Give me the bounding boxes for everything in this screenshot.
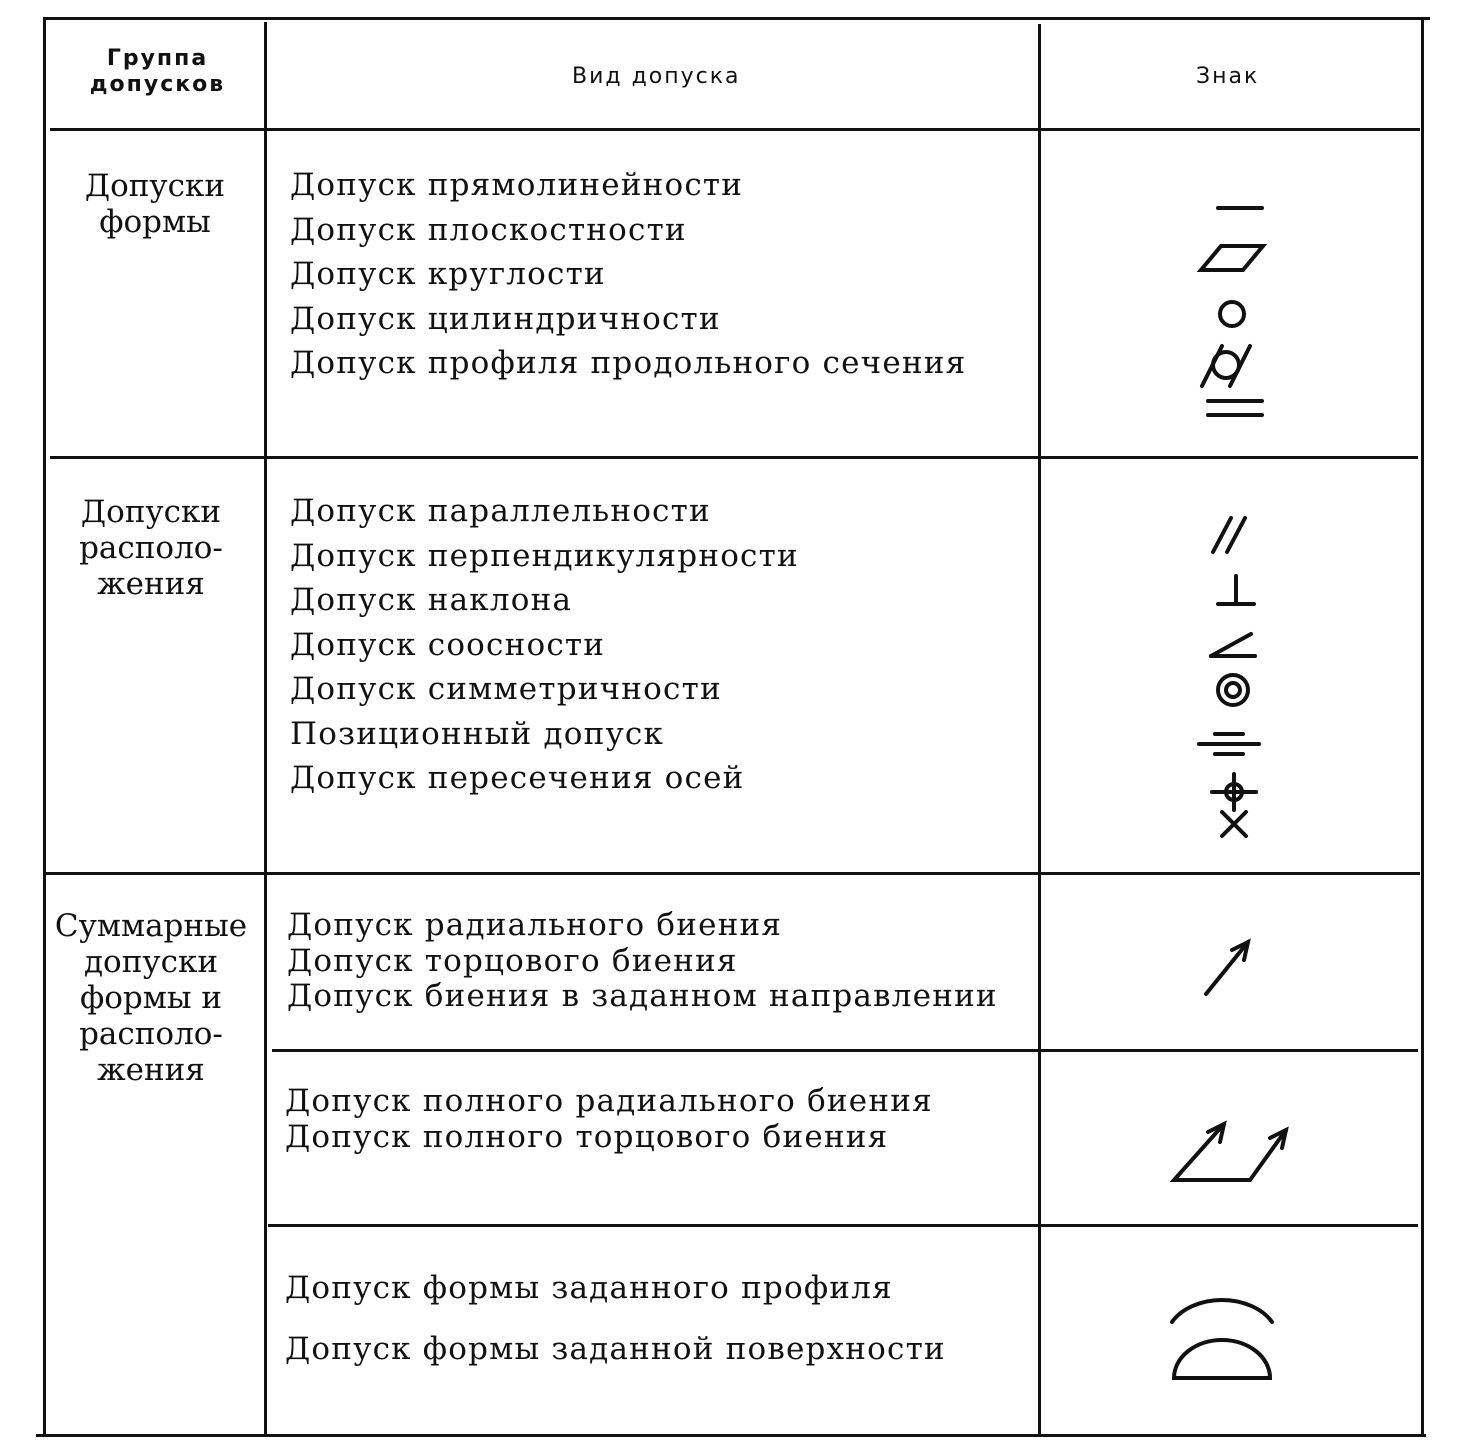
symmetry-icon bbox=[1193, 726, 1265, 762]
header-group-line-2: допусков bbox=[89, 72, 226, 97]
runout-icon bbox=[1196, 934, 1260, 1004]
profile-of-surface-icon bbox=[1160, 1332, 1284, 1386]
list-item: Допуск полного радиального биения bbox=[285, 1083, 933, 1119]
list-item: Допуск полного торцового биения bbox=[285, 1118, 889, 1155]
profile-of-line-icon bbox=[1160, 1276, 1284, 1330]
list-item: Допуск биения в заданном направлении bbox=[287, 978, 998, 1014]
list-item: Допуск прямолинейности bbox=[290, 167, 744, 203]
table-top-border bbox=[44, 17, 1430, 20]
list-item: Допуск цилиндричности bbox=[290, 300, 721, 337]
list-item: Допуск пересечения осей bbox=[290, 760, 745, 796]
parallelism-icon bbox=[1205, 512, 1255, 556]
angularity-icon bbox=[1203, 626, 1263, 662]
subgroup1-bottom-rule bbox=[272, 1049, 1418, 1052]
list-item: Допуск радиального биения bbox=[287, 907, 783, 943]
group-location-items bbox=[290, 489, 799, 801]
column-divider-2 bbox=[1038, 24, 1041, 1434]
list-item: Допуск симметричности bbox=[290, 671, 722, 707]
axis-intersection-icon bbox=[1214, 806, 1254, 842]
group-name-line: Суммарные bbox=[54, 908, 248, 944]
list-item: Допуск соосности bbox=[290, 626, 606, 663]
group-name-line: формы и bbox=[79, 980, 223, 1016]
profile-longitudinal-icon bbox=[1200, 393, 1270, 423]
group-name-line: жения bbox=[97, 1052, 205, 1088]
column-divider-1 bbox=[264, 22, 267, 1434]
subgroup-profile-items bbox=[285, 1258, 946, 1380]
subgroup-runout-items bbox=[287, 908, 998, 1015]
list-item: Допуск плоскостности bbox=[290, 211, 687, 248]
list-item: Допуск формы заданного профиля bbox=[285, 1270, 893, 1306]
perpendicularity-icon bbox=[1212, 570, 1262, 610]
header-sign: Знак bbox=[1196, 64, 1260, 89]
cylindricity-icon bbox=[1192, 340, 1262, 390]
list-item: Позиционный допуск bbox=[290, 715, 665, 752]
list-item: Допуск параллельности bbox=[290, 493, 711, 529]
list-item: Допуск круглости bbox=[290, 256, 606, 292]
group-name-line: жения bbox=[97, 566, 205, 602]
group-summary-name bbox=[46, 908, 256, 1088]
subgroup-total-runout-items bbox=[285, 1084, 933, 1155]
table-left-border bbox=[43, 17, 46, 1437]
group-location-name bbox=[46, 494, 256, 602]
header-group bbox=[60, 46, 255, 98]
subgroup2-bottom-rule bbox=[268, 1224, 1418, 1227]
group-name-line: формы bbox=[99, 204, 211, 240]
list-item: Допуск наклона bbox=[290, 582, 573, 618]
group2-bottom-rule bbox=[44, 872, 1420, 875]
list-item: Допуск профиля продольного сечения bbox=[290, 345, 967, 381]
list-item: Допуск торцового биения bbox=[287, 942, 738, 979]
group-name-line: располо- bbox=[79, 1016, 223, 1052]
group-form-items bbox=[290, 163, 966, 386]
coaxiality-icon bbox=[1210, 670, 1256, 710]
table-right-border bbox=[1421, 17, 1424, 1437]
header-bottom-rule bbox=[50, 128, 1420, 131]
group-name-line: Допуски bbox=[80, 494, 222, 530]
group-name-line: располо- bbox=[79, 530, 223, 566]
header-type: Вид допуска bbox=[572, 64, 741, 89]
straightness-icon bbox=[1210, 198, 1270, 218]
list-item: Допуск перпендикулярности bbox=[290, 537, 799, 574]
header-group-line-1: Группа bbox=[106, 46, 209, 71]
flatness-icon bbox=[1195, 240, 1275, 276]
total-runout-icon bbox=[1166, 1118, 1296, 1190]
group1-bottom-rule bbox=[50, 456, 1418, 459]
group-form-name bbox=[50, 168, 260, 240]
group-name-line: Допуски bbox=[84, 168, 226, 204]
roundness-icon bbox=[1212, 296, 1252, 332]
list-item: Допуск формы заданной поверхности bbox=[285, 1331, 946, 1367]
table-bottom-border bbox=[36, 1434, 1426, 1437]
group-name-line: допуски bbox=[83, 944, 219, 980]
